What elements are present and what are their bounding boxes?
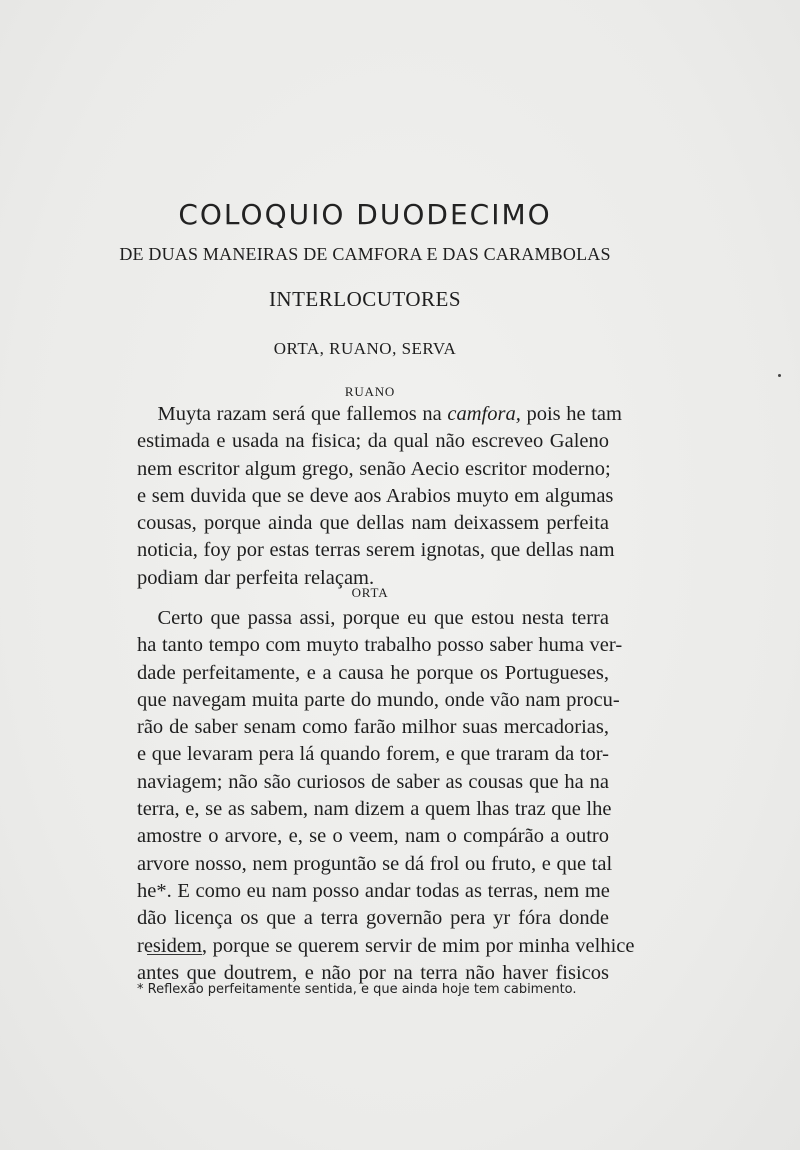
chapter-subtitle: DE DUAS MANEIRAS DE CAMFORA E DAS CARAMBOLAS (119, 244, 611, 264)
ruano-line-2: estimada e usada na fisica; da qual não escreveo Galeno (137, 430, 609, 453)
orta-line-3: dade perfeitamente, e a causa he porque os Portugueses, (137, 661, 609, 684)
orta-line-10: arvore nosso, nem proguntão se dá frol ou fruto, e que tal (137, 852, 613, 875)
interlocutors-heading: INTERLOCUTORES (268, 287, 462, 311)
ruano-line-3: nem escritor algum grego, senão Aecio escritor moderno; (137, 457, 611, 480)
orta-line-11: he*. E como eu nam posso andar todas as terras, nem me (137, 879, 610, 902)
interlocutors-names: ORTA, RUANO, SERVA (273, 339, 457, 358)
orta-line-7: naviagem; não são curiosos de saber as cousas que ha na (137, 770, 609, 793)
orta-line-9: amostre o arvore, e, se o veem, nam o compárão a outro (137, 825, 609, 848)
orta-line-12: dão licença os que a terra governão pera yr fóra donde (137, 907, 609, 930)
orta-line-8: terra, e, se as sabem, nam dizem a quem lhas traz que lhe (137, 798, 612, 821)
ruano-line-5: cousas, porque ainda que dellas nam deixassem perfeita (137, 512, 609, 535)
ruano-line-6: noticia, foy por estas terras serem ignotas, que dellas nam (137, 539, 615, 562)
chapter-title: COLOQUIO DUODECIMO (178, 198, 552, 231)
orta-paragraph (137, 605, 635, 987)
orta-line-1: Certo que passa assi, porque eu que estou nesta terra (157, 607, 609, 629)
footnote-rule (147, 954, 202, 955)
ruano-paragraph (137, 401, 622, 592)
orta-line-4: que navegam muita parte do mundo, onde vão nam procu- (137, 688, 620, 711)
page-speck (778, 374, 781, 377)
ruano-line-1: Muyta razam será que fallemos na camfora, pois he tam (157, 403, 622, 425)
orta-line-6: e que levaram pera lá quando forem, e que traram da tor- (137, 743, 609, 766)
footnote: * Reflexão perfeitamente sentida, e que ainda hoje tem cabimento. (137, 982, 577, 997)
orta-line-2: ha tanto tempo com muyto trabalho posso saber huma ver- (137, 634, 623, 657)
speaker-ruano: RUANO (344, 384, 396, 399)
ruano-line-4: e sem duvida que se deve aos Arabios muyto em algumas (137, 484, 614, 507)
orta-line-13: residem, porque se querem servir de mim por minha velhice (137, 934, 635, 957)
orta-line-5: rão de saber senam como farão milhor suas mercadorias, (137, 716, 609, 739)
speaker-orta: ORTA (351, 585, 389, 600)
ruano-line-7: podiam dar perfeita relaçam. (137, 566, 375, 589)
orta-line-14: antes que doutrem, e não por na terra não haver fisicos (137, 961, 609, 984)
